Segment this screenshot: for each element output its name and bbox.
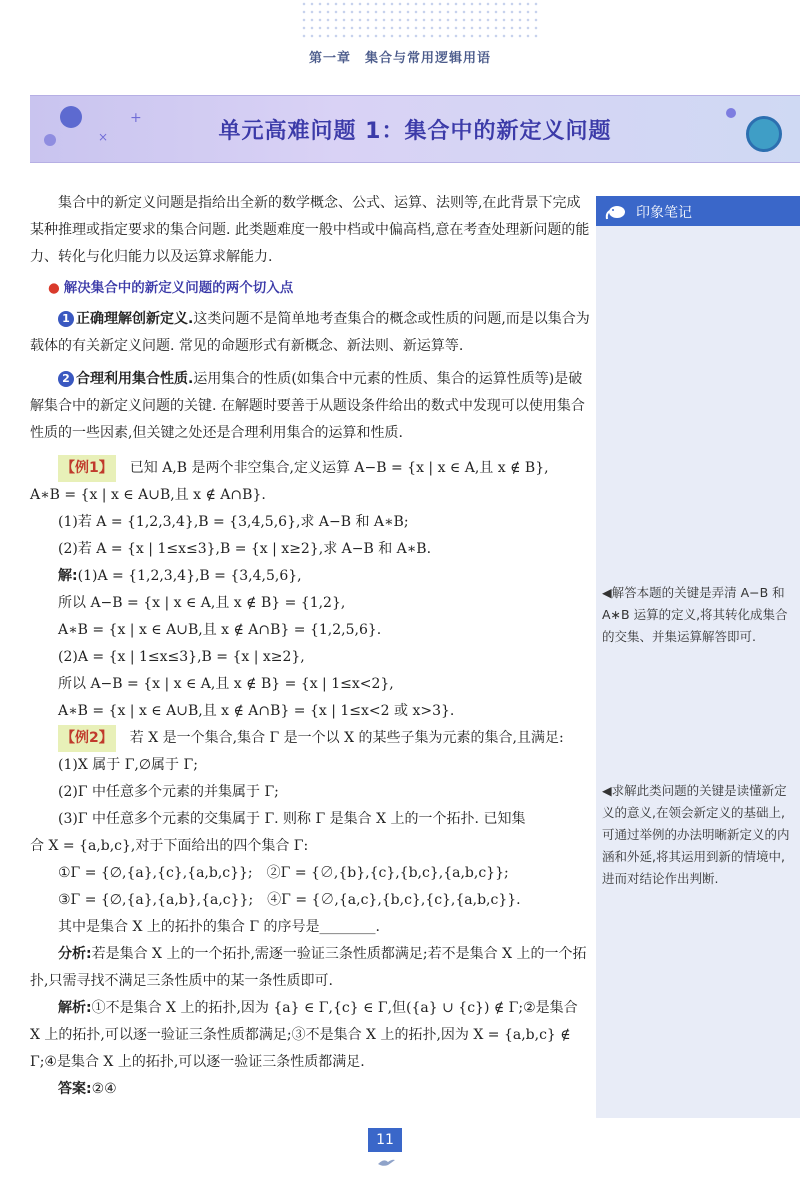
top-dot-pattern	[300, 0, 540, 40]
elephant-icon	[604, 199, 628, 223]
sidebar-header	[596, 196, 800, 226]
condition-line: 合 X = {a,b,c},对于下面给出的四个集合 Γ:	[30, 838, 309, 854]
page-title: 单元高难问题 1：集合中的新定义问题	[218, 119, 612, 144]
solution-line: (1)A = {1,2,3,4},B = {3,4,5,6},	[77, 568, 302, 584]
point-paragraph	[30, 306, 590, 360]
condition-line: (1)X 属于 Γ,∅属于 Γ;	[58, 757, 198, 773]
intro-paragraph: 集合中的新定义问题是指给出全新的数学概念、公式、运算、法则等,在此背景下完成某种推理或指定要求的集合问题. 此类题难度一般中档或中偏高档,意在考查处理新问题的能力、转化与化归能力以及运算求解能力.	[30, 195, 590, 265]
decor-plus-icon: +	[130, 110, 142, 126]
example-label: 【例1】	[58, 455, 116, 482]
condition-line: (2)Γ 中任意多个元素的并集属于 Γ;	[58, 784, 279, 800]
example-2	[30, 725, 590, 1103]
solution-line: (2)A = {x | 1≤x≤3},B = {x | x≥2},	[58, 649, 305, 665]
example-question: (2)若 A = {x | 1≤x≤3},B = {x | x≥2},求 A−B 和 A∗B.	[58, 541, 432, 557]
condition-line: (3)Γ 中任意多个元素的交集属于 Γ. 则称 Γ 是集合 X 上的一个拓扑. 已知集	[58, 811, 526, 827]
point-title: 合理利用集合性质.	[76, 371, 194, 387]
main-content	[30, 190, 590, 1103]
example-question: (1)若 A = {1,2,3,4},B = {3,4,5,6},求 A−B 和 A∗B;	[58, 514, 409, 530]
sidebar-note: ◀求解此类问题的关键是读懂新定义的意义,在领会新定义的基础上,可通过举例的办法明晰新定义的内涵和外延,将其运用到新的情境中,进而对结论作出判断.	[602, 783, 790, 886]
solution-line: A∗B = {x | x ∈ A∪B,且 x ∉ A∩B} = {1,2,5,6}.	[58, 622, 382, 638]
section-heading-text: 解决集合中的新定义问题的两个切入点	[63, 280, 294, 296]
title-banner	[30, 95, 800, 163]
sidebar-title: 印象笔记	[636, 205, 692, 221]
notes-sidebar	[596, 196, 800, 1118]
point-paragraph	[30, 366, 590, 447]
solution-line: A∗B = {x | x ∈ A∪B,且 x ∉ A∩B} = {x | 1≤x<2 或 x>3}.	[58, 703, 455, 719]
answer-text: ②④	[91, 1081, 117, 1097]
point-text: 运用集合的性质(如集合中元素的性质、集合的运算性质等)是破解集合中的新定义问题的关键. 在解题时要善于从题设条件给出的数式中发现可以使用集合性质的一些因素,但关键之处还是合理利用集合的运算和性质.	[30, 371, 585, 441]
example-1	[30, 455, 590, 725]
explain-text: ①不是集合 X 上的拓扑,因为 {a} ∈ Γ,{c} ∈ Γ,但({a} ∪ {c}) ∉ Γ;②是集合 X 上的拓扑,可以逐一验证三条性质都满足;③不是集合 X 上的拓扑,因为 X = {a,b,c} ∉ Γ;④是集合 X 上的拓扑,可以逐一验证三条性质都满足.	[30, 1000, 578, 1070]
example-label: 【例2】	[58, 725, 116, 752]
decor-x-icon: ×	[98, 130, 109, 144]
number-badge: 2	[58, 371, 74, 387]
bullet-icon: ●	[48, 280, 60, 296]
section-heading	[48, 275, 590, 302]
example-stem: 已知 A,B 是两个非空集合,定义运算 A−B = {x | x ∈ A,且 x ∉ B},	[129, 460, 549, 476]
answer-label: 答案:	[58, 1081, 92, 1097]
page-number: 11	[368, 1128, 402, 1152]
option-line: ①Γ = {∅,{a},{c},{a,b,c}}; ②Γ = {∅,{b},{c},{b,c},{a,b,c}};	[58, 865, 509, 881]
number-badge: 1	[58, 311, 74, 327]
bird-icon	[376, 1156, 396, 1168]
point-title: 正确理解创新定义.	[76, 311, 194, 327]
solution-line: 所以 A−B = {x | x ∈ A,且 x ∉ B} = {1,2},	[58, 595, 346, 611]
question-line: 其中是集合 X 上的拓扑的集合 Γ 的序号是________.	[58, 919, 380, 935]
example-line: A∗B = {x | x ∈ A∪B,且 x ∉ A∩B}.	[30, 487, 266, 503]
solution-line: 所以 A−B = {x | x ∈ A,且 x ∉ B} = {x | 1≤x<2},	[58, 676, 394, 692]
chapter-header: 第一章 集合与常用逻辑用语	[308, 51, 491, 66]
example-stem: 若 X 是一个集合,集合 Γ 是一个以 X 的某些子集为元素的集合,且满足:	[129, 730, 564, 746]
analysis-text: 若是集合 X 上的一个拓扑,需逐一验证三条性质都满足;若不是集合 X 上的一个拓扑,只需寻找不满足三条性质中的某一条性质即可.	[30, 946, 587, 989]
sidebar-note: ◀解答本题的关键是弄清 A−B 和 A∗B 运算的定义,将其转化成集合的交集、并集运算解答即可.	[602, 585, 788, 644]
analysis-label: 分析:	[58, 946, 92, 962]
option-line: ③Γ = {∅,{a},{a,b},{a,c}}; ④Γ = {∅,{a,c},{b,c},{c},{a,b,c}}.	[58, 892, 521, 908]
point-text: 这类问题不是简单地考查集合的概念或性质的问题,而是以集合为载体的有关新定义问题. 常见的命题形式有新概念、新法则、新运算等.	[30, 311, 590, 354]
solution-label: 解:	[58, 568, 78, 584]
explain-label: 解析:	[58, 1000, 92, 1016]
